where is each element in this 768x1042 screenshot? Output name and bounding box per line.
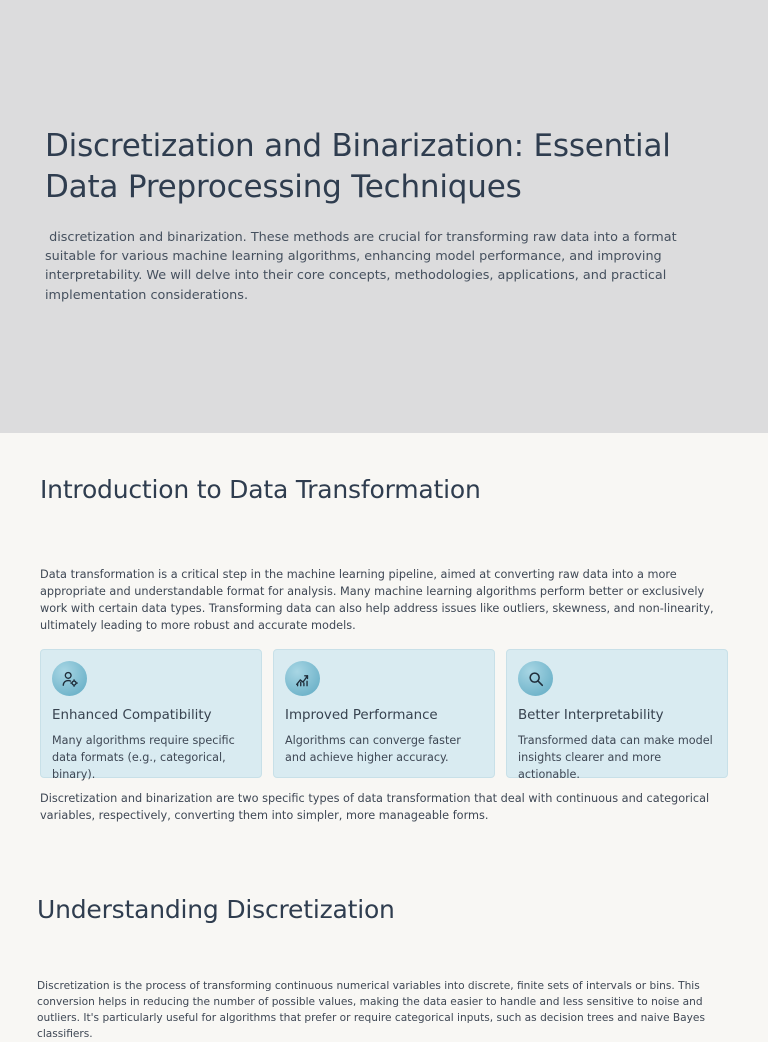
card-title: Enhanced Compatibility xyxy=(52,708,212,723)
card-enhanced-compatibility xyxy=(40,649,262,781)
user-gear-icon xyxy=(52,661,87,696)
hero-description: discretization and binarization. These methods are crucial for transforming raw data into a format suitable for various machine learning algorithms, enhancing model performance, and improving interpretability. We will delve into their core concepts, methodologies, applications, and practical implementation considerations. xyxy=(45,230,681,303)
card-better-interpretability xyxy=(506,649,728,781)
card-text: Algorithms can converge faster and achieve higher accuracy. xyxy=(285,734,461,764)
discretization-heading: Understanding Discretization xyxy=(37,895,395,924)
card-title: Better Interpretability xyxy=(518,708,664,723)
page-title: Discretization and Binarization: Essential Data Preprocessing Techniques xyxy=(45,128,671,205)
benefit-cards xyxy=(40,649,729,779)
chart-trend-icon xyxy=(285,661,320,696)
intro-closing-paragraph: Discretization and binarization are two specific types of data transformation that deal with continuous and categorical variables, respectively, converting them into simpler, more manageable forms. xyxy=(40,792,710,822)
card-improved-performance xyxy=(273,649,495,778)
discretization-paragraph: Discretization is the process of transforming continuous numerical variables into discrete, finite sets of intervals or bins. This conversion helps in reducing the number of possible values, making the data easier to handle and less sensitive to noise and outliers. It's particularly useful for algorithms that prefer or require categorical inputs, such as decision trees and naive Bayes classifiers. xyxy=(37,980,705,1040)
hero-section xyxy=(0,0,768,433)
search-icon xyxy=(518,661,553,696)
intro-paragraph: Data transformation is a critical step in the machine learning pipeline, aimed at converting raw data into a more appropriate and understandable format for analysis. Many machine learning algorithms perform better or exclusively work with certain data types. Transforming data can also help address issues like outliers, skewness, and non-linearity, ultimately leading to more robust and accurate models. xyxy=(40,568,714,632)
card-text: Transformed data can make model insights clearer and more actionable. xyxy=(518,734,713,781)
card-title: Improved Performance xyxy=(285,708,438,723)
intro-section xyxy=(0,433,768,873)
discretization-section xyxy=(0,873,768,1040)
intro-heading: Introduction to Data Transformation xyxy=(40,475,481,504)
card-text: Many algorithms require specific data formats (e.g., categorical, binary). xyxy=(52,734,235,781)
